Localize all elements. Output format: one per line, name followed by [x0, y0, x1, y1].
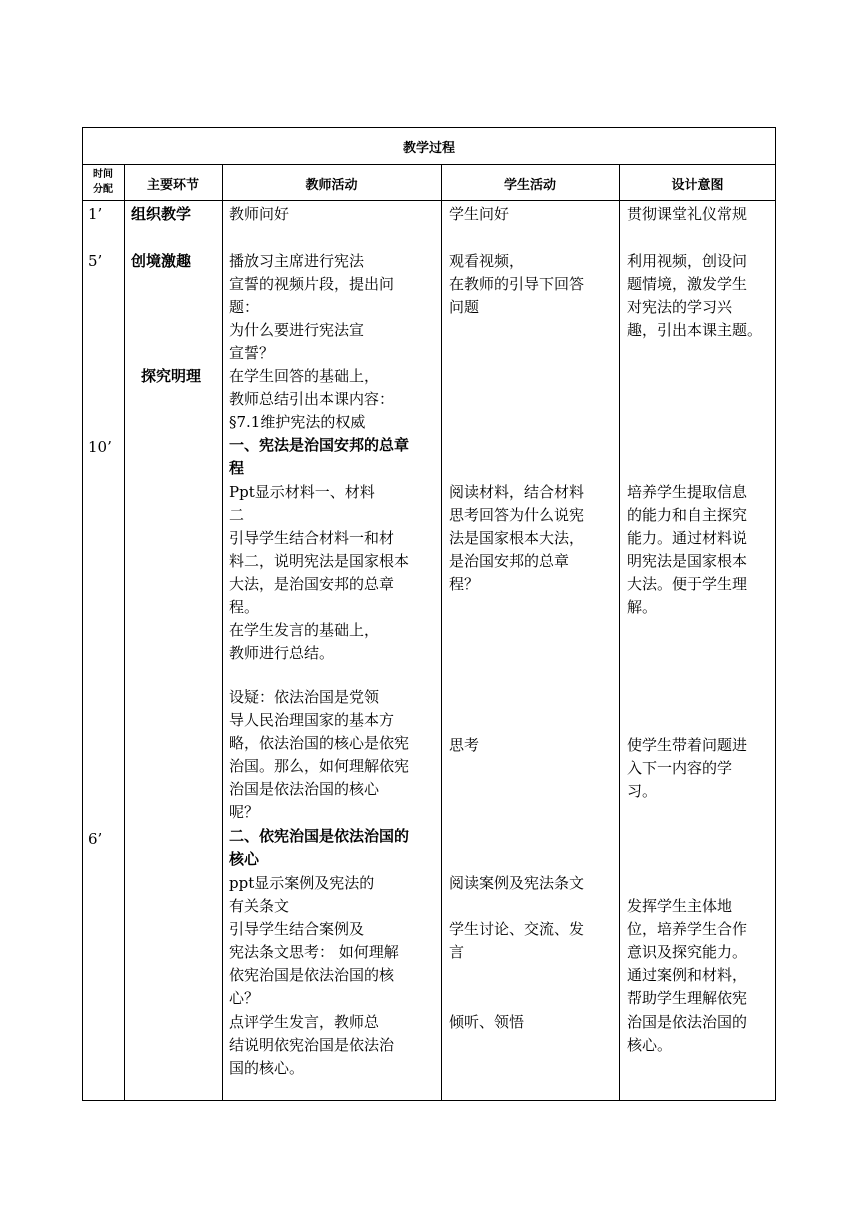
header-intent: 设计意图 [671, 178, 724, 193]
teacher-line: 呢？ [229, 803, 260, 821]
teacher-line: 治国。那么，如何理解依宪 [229, 757, 410, 775]
intent-line: 大法。便于学生理 [627, 575, 748, 593]
section-label: 探究明理 [141, 367, 202, 385]
intent-line: 通过案例和材料， [627, 966, 748, 984]
intent-line: 能力。通过材料说 [627, 529, 748, 547]
teacher-line: 引导学生结合案例及 [229, 920, 365, 938]
teacher-line: §7.1维护宪法的权威 [229, 413, 366, 431]
teacher-line: 宣誓？ [229, 344, 275, 362]
student-line: 思考回答为什么说宪 [449, 506, 585, 524]
teacher-line: 引导学生结合材料一和材 [229, 529, 395, 547]
student-line: 法是国家根本大法， [449, 529, 585, 547]
intent-line: 治国是依法治国的 [627, 1013, 748, 1031]
teacher-line: 大法，是治国安邦的总章 [229, 575, 395, 593]
teacher-heading: 二、依宪治国是依法治国的 [229, 827, 410, 845]
teacher-line: 在学生回答的基础上， [229, 367, 380, 385]
teacher-line: 料二，说明宪法是国家根本 [229, 552, 410, 570]
teacher-line: 播放习主席进行宪法 [229, 252, 365, 270]
teacher-line: 略，依法治国的核心是依宪 [229, 734, 410, 752]
table-title: 教学过程 [402, 141, 455, 156]
intent-line: 的能力和自主探究 [627, 506, 748, 524]
teacher-line: 程。 [229, 598, 260, 616]
intent-line: 贯彻课堂礼仪常规 [627, 205, 748, 223]
intent-line: 帮助学生理解依宪 [627, 989, 748, 1007]
student-line: 程？ [449, 575, 480, 593]
teacher-line: 宣誓的视频片段，提出问 [229, 275, 395, 293]
student-line: 言 [449, 943, 465, 961]
teacher-heading: 一、宪法是治国安邦的总章 [229, 436, 410, 454]
header-divider [82, 200, 776, 201]
teacher-heading: 程 [229, 459, 245, 477]
student-line: 是治国安邦的总章 [449, 552, 570, 570]
intent-line: 核心。 [627, 1036, 673, 1054]
teacher-line: Ppt显示材料一、材料 [229, 483, 375, 501]
teacher-line: 为什么要进行宪法宣 [229, 321, 365, 339]
intent-line: 位，培养学生合作 [627, 920, 748, 938]
teacher-line: 有关条文 [229, 897, 290, 915]
time-value: 1’ [88, 205, 103, 223]
intent-line: 入下一内容的学 [627, 759, 733, 777]
teacher-heading: 核心 [229, 850, 260, 868]
teacher-line: 点评学生发言，教师总 [229, 1013, 380, 1031]
column-divider [441, 164, 442, 1101]
section-label: 组织教学 [131, 205, 192, 223]
student-line: 学生讨论、交流、发 [449, 920, 585, 938]
teacher-line: 国的核心。 [229, 1059, 305, 1077]
intent-line: 利用视频，创设问 [627, 252, 748, 270]
header-section: 主要环节 [146, 178, 199, 193]
teacher-line: 治国是依法治国的核心 [229, 780, 380, 798]
intent-line: 培养学生提取信息 [627, 483, 748, 501]
time-value: 5’ [88, 252, 103, 270]
teacher-line: ppt显示案例及宪法的 [229, 874, 375, 892]
student-line: 问题 [449, 298, 480, 316]
column-divider [619, 164, 620, 1101]
student-line: 观看视频， [449, 252, 525, 270]
section-label: 创境激趣 [131, 252, 192, 270]
intent-line: 解。 [627, 598, 658, 616]
teacher-line: 教师问好 [229, 205, 290, 223]
header-time-line1: 时间 [93, 169, 113, 180]
student-line: 倾听、领悟 [449, 1013, 525, 1031]
teacher-line: 宪法条文思考： 如何理解 [229, 943, 399, 961]
student-line: 学生问好 [449, 205, 510, 223]
intent-line: 使学生带着问题进 [627, 736, 748, 754]
teacher-line: 题： [229, 298, 260, 316]
intent-line: 题情境，激发学生 [627, 275, 748, 293]
title-divider [82, 164, 776, 165]
header-time-line2: 分配 [93, 184, 113, 195]
header-teacher: 教师活动 [305, 178, 358, 193]
student-line: 阅读案例及宪法条文 [449, 874, 585, 892]
intent-line: 明宪法是国家根本 [627, 552, 748, 570]
intent-line: 对宪法的学习兴 [627, 298, 733, 316]
intent-line: 习。 [627, 782, 658, 800]
column-divider [222, 164, 223, 1101]
teacher-line: 依宪治国是依法治国的核 [229, 966, 395, 984]
intent-line: 发挥学生主体地 [627, 897, 733, 915]
column-divider [124, 164, 125, 1101]
time-value: 10’ [88, 438, 112, 456]
intent-line: 意识及探究能力。 [627, 943, 748, 961]
teacher-line: 二 [229, 506, 245, 524]
intent-line: 趣，引出本课主题。 [627, 321, 763, 339]
teacher-line: 结说明依宪治国是依法治 [229, 1036, 395, 1054]
student-line: 阅读材料，结合材料 [449, 483, 585, 501]
teacher-line: 在学生发言的基础上， [229, 621, 380, 639]
time-value: 6’ [88, 830, 103, 848]
student-line: 思考 [449, 736, 480, 754]
teacher-line: 导人民治理国家的基本方 [229, 711, 395, 729]
teacher-line: 设疑：依法治国是党领 [229, 688, 380, 706]
header-student: 学生活动 [503, 178, 556, 193]
student-line: 在教师的引导下回答 [449, 275, 585, 293]
teacher-line: 教师总结引出本课内容： [229, 390, 395, 408]
teacher-line: 心？ [229, 989, 260, 1007]
teacher-line: 教师进行总结。 [229, 644, 335, 662]
